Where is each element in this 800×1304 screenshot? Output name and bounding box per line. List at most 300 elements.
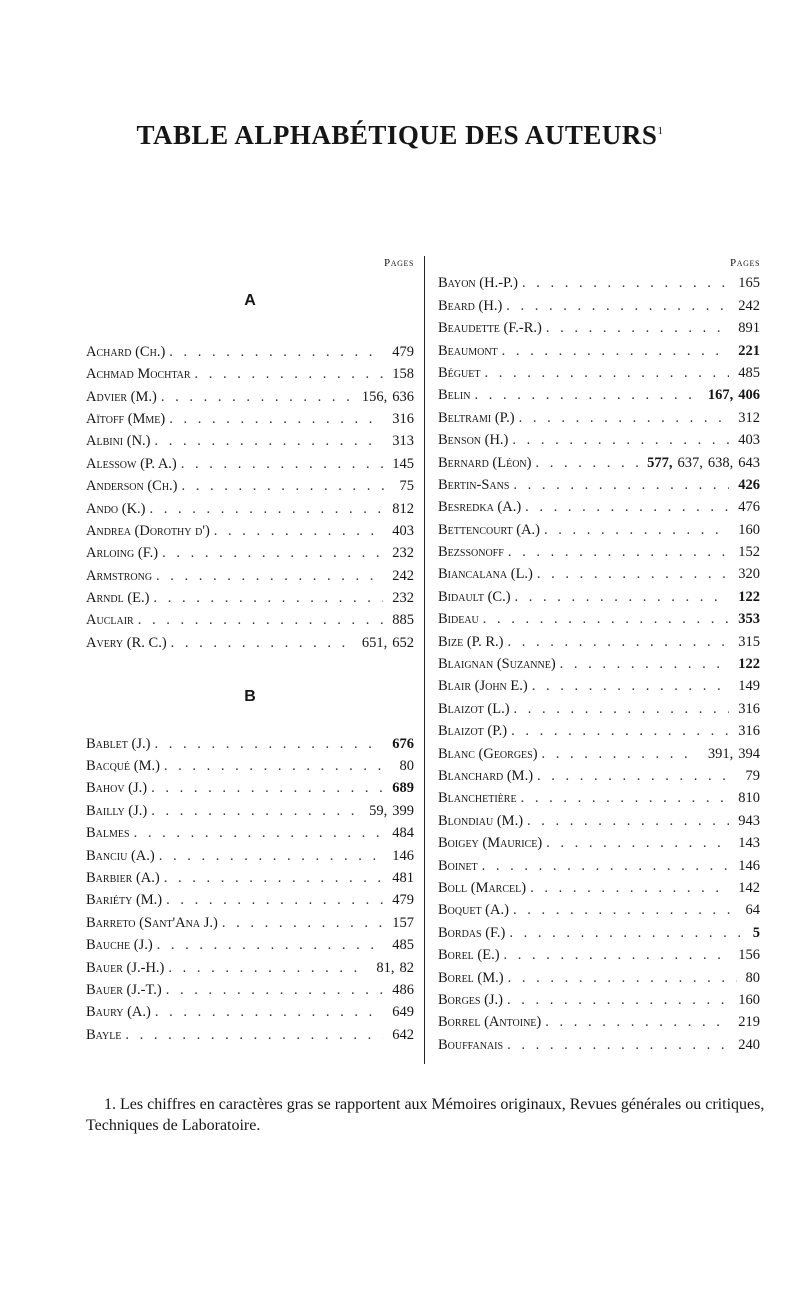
index-entry — [438, 787, 760, 809]
author-name: Bahov (J.) — [86, 780, 148, 797]
author-name: Blaizot (P.) — [438, 723, 508, 740]
index-entry — [86, 822, 414, 844]
author-name: Advier (M.) — [86, 388, 157, 405]
index-entry — [86, 845, 414, 867]
dot-leader — [162, 542, 383, 564]
page-number: 145 — [392, 455, 414, 472]
page-numbers — [387, 733, 414, 755]
index-entry — [86, 1001, 414, 1023]
page-numbers — [733, 362, 760, 384]
author-name: Bacqué (M.) — [86, 758, 160, 775]
index-entry — [86, 386, 414, 408]
index-entry — [86, 957, 414, 979]
page-numbers — [733, 586, 760, 608]
dot-leader — [195, 363, 384, 385]
dot-leader — [535, 452, 638, 474]
dot-leader — [482, 855, 730, 877]
author-name: Bariéty (M.) — [86, 892, 163, 909]
dot-leader — [507, 989, 729, 1011]
page-number: 649 — [392, 1004, 414, 1021]
page-numbers — [733, 541, 760, 563]
index-entry — [86, 934, 414, 956]
index-entry — [86, 912, 414, 934]
dot-leader — [153, 587, 383, 609]
dot-leader — [150, 498, 384, 520]
page-number: 142 — [738, 879, 760, 896]
page-number: 637, — [677, 454, 703, 471]
dot-leader — [155, 1001, 383, 1023]
page-numbers — [733, 272, 760, 294]
dot-leader — [521, 787, 730, 809]
index-entry — [438, 989, 760, 1011]
index-entry — [438, 922, 760, 944]
index-entry — [86, 408, 414, 430]
index-entry — [438, 608, 760, 630]
right-column — [438, 250, 760, 1056]
index-entry — [438, 1011, 760, 1033]
dot-leader — [156, 565, 383, 587]
page-numbers — [387, 1001, 414, 1023]
author-name: Bailly (J.) — [86, 802, 148, 819]
dot-leader — [544, 519, 729, 541]
author-name: Ando (K.) — [86, 500, 146, 517]
author-name: Bouffanais — [438, 1036, 504, 1053]
index-entry — [86, 587, 414, 609]
page-numbers — [733, 407, 760, 429]
page-numbers — [733, 340, 760, 362]
author-name: Arndl (E.) — [86, 590, 150, 607]
index-entry — [438, 832, 760, 854]
dot-leader — [169, 408, 383, 430]
pages-header: Pages — [729, 257, 760, 269]
footnote: 1. Les chiffres en caractères gras se rapportent aux Mémoires originaux, Revues générales ou critiques, Techniques de Laboratoire. — [86, 1096, 765, 1134]
author-name: Bernard (Léon) — [438, 454, 532, 471]
page-numbers — [387, 979, 414, 1001]
dot-leader — [546, 832, 729, 854]
index-entry — [438, 340, 760, 362]
author-name: Beaudette (F.-R.) — [438, 320, 542, 337]
page-numbers — [733, 474, 760, 496]
page-number: 240 — [738, 1036, 760, 1053]
index-entry — [438, 631, 760, 653]
author-name: Anderson (Ch.) — [86, 478, 178, 495]
author-name: Blaignan (Suzanne) — [438, 656, 556, 673]
page-number: 406 — [738, 387, 760, 404]
page-numbers — [733, 1011, 760, 1033]
page-numbers — [371, 957, 414, 979]
page-number: 320 — [738, 566, 760, 583]
author-name: Blair (John E.) — [438, 678, 528, 695]
index-entry — [86, 800, 414, 822]
dot-leader — [161, 386, 353, 408]
page-numbers — [733, 317, 760, 339]
dot-leader — [514, 698, 730, 720]
footnote-marker: 1 — [657, 125, 664, 137]
page-numbers — [741, 967, 761, 989]
author-name: Avery (R. C.) — [86, 634, 167, 651]
page-number: 689 — [392, 780, 414, 797]
index-entry — [86, 453, 414, 475]
dot-leader — [508, 631, 730, 653]
author-name: Bertin-Sans — [438, 476, 510, 493]
page-numbers — [395, 475, 415, 497]
author-name: Béguet — [438, 364, 481, 381]
author-name: Aïtoff (Mme) — [86, 410, 166, 427]
index-entry — [86, 565, 414, 587]
page-number: 232 — [392, 545, 414, 562]
dot-leader — [546, 317, 729, 339]
index-entry — [438, 474, 760, 496]
page-numbers — [387, 1024, 414, 1046]
index-entry — [438, 675, 760, 697]
page-numbers — [733, 810, 760, 832]
page-numbers — [733, 877, 760, 899]
dot-leader — [166, 889, 383, 911]
page-number: 643 — [738, 454, 760, 471]
author-name: Biancalana (L.) — [438, 566, 533, 583]
author-name: Banciu (A.) — [86, 847, 155, 864]
page-numbers — [733, 519, 760, 541]
dot-leader — [542, 743, 699, 765]
author-name: Blanchard (M.) — [438, 767, 534, 784]
page-number: 403 — [738, 432, 760, 449]
page-numbers — [733, 989, 760, 1011]
author-name: Bezssonoff — [438, 544, 504, 561]
index-entry — [438, 541, 760, 563]
page-numbers — [364, 800, 414, 822]
page-number: 122 — [738, 656, 760, 673]
page-number: 312 — [738, 409, 760, 426]
dot-leader — [513, 899, 737, 921]
author-name: Blondiau (M.) — [438, 812, 524, 829]
index-entry — [86, 430, 414, 452]
page-number: 152 — [738, 544, 760, 561]
page-numbers — [748, 922, 760, 944]
index-entry — [438, 407, 760, 429]
index-entry — [86, 498, 414, 520]
page-numbers — [387, 822, 414, 844]
dot-leader — [181, 453, 383, 475]
page-number: 391, — [707, 745, 734, 762]
author-name: Bayon (H.-P.) — [438, 275, 518, 292]
index-entry — [438, 362, 760, 384]
index-entry — [86, 542, 414, 564]
index-entry — [438, 877, 760, 899]
dot-leader — [222, 912, 383, 934]
author-name: Arloing (F.) — [86, 545, 159, 562]
author-name: Andrea (Dorothy d') — [86, 522, 210, 539]
index-entry — [86, 979, 414, 1001]
page-numbers — [733, 295, 760, 317]
page-number: 81, — [376, 959, 395, 976]
page-numbers — [387, 408, 414, 430]
author-name: Auclair — [86, 612, 134, 629]
author-name: Barreto (Sant'Ana J.) — [86, 914, 218, 931]
dot-leader — [502, 340, 730, 362]
page-number: 651, — [361, 634, 388, 651]
page-numbers — [733, 944, 760, 966]
dot-leader — [138, 609, 384, 631]
page-number: 485 — [392, 937, 414, 954]
page-numbers — [387, 565, 414, 587]
author-name: Armstrong — [86, 567, 153, 584]
page-number: 638, — [707, 454, 734, 471]
page-numbers — [733, 720, 760, 742]
column-divider — [424, 256, 425, 1064]
dot-leader — [157, 934, 384, 956]
index-entry — [438, 720, 760, 742]
dot-leader — [164, 755, 391, 777]
page-number: 5 — [752, 924, 760, 941]
author-name: Bauer (J.-H.) — [86, 959, 165, 976]
dot-leader — [527, 810, 729, 832]
author-name: Bauche (J.) — [86, 937, 153, 954]
dot-leader — [134, 822, 384, 844]
index-entry — [438, 586, 760, 608]
page-numbers — [387, 520, 414, 542]
page-numbers — [733, 429, 760, 451]
index-entry — [86, 609, 414, 631]
page-numbers — [642, 452, 760, 474]
index-entry — [438, 452, 760, 474]
author-name: Beltrami (P.) — [438, 409, 515, 426]
page-numbers — [387, 587, 414, 609]
page-numbers — [741, 899, 761, 921]
index-entry — [86, 1024, 414, 1046]
dot-leader — [504, 944, 730, 966]
page-numbers — [357, 632, 414, 654]
page-number: 481 — [392, 870, 414, 887]
page-numbers — [387, 889, 414, 911]
dot-leader — [474, 384, 698, 406]
dot-leader — [166, 979, 384, 1001]
page-number: 79 — [745, 767, 760, 784]
section-spacer — [86, 313, 414, 341]
page-number: 476 — [738, 499, 760, 516]
pages-header: Pages — [383, 257, 414, 269]
dot-leader — [125, 1024, 383, 1046]
page-numbers — [733, 496, 760, 518]
index-entry — [438, 743, 760, 765]
dot-leader — [155, 430, 384, 452]
index-entry — [86, 363, 414, 385]
index-entry — [86, 889, 414, 911]
author-name: Albini (N.) — [86, 433, 151, 450]
page-number: 160 — [738, 991, 760, 1008]
page-number: 313 — [392, 433, 414, 450]
author-name: Boll (Marcel) — [438, 879, 527, 896]
page-number: 160 — [738, 521, 760, 538]
page-numbers — [387, 430, 414, 452]
page-numbers — [733, 653, 760, 675]
page-numbers — [733, 608, 760, 630]
dot-leader — [168, 957, 367, 979]
page-number: 486 — [392, 981, 414, 998]
dot-leader — [508, 967, 737, 989]
page-number: 479 — [392, 343, 414, 360]
author-name: Bize (P. R.) — [438, 633, 504, 650]
page-title — [0, 120, 800, 151]
index-entry — [438, 698, 760, 720]
dot-leader — [506, 295, 729, 317]
index-entry — [438, 810, 760, 832]
page-number: 146 — [738, 857, 760, 874]
page-number: 577, — [647, 454, 673, 471]
author-name: Barbier (A.) — [86, 870, 160, 887]
author-name: Alessow (P. A.) — [86, 455, 177, 472]
section-letter: B — [244, 688, 256, 706]
page-number: 165 — [738, 275, 760, 292]
page-number: 232 — [392, 590, 414, 607]
author-name: Achmad Mochtar — [86, 366, 191, 383]
dot-leader — [214, 520, 383, 542]
index-entry — [438, 384, 760, 406]
author-name: Boigey (Maurice) — [438, 835, 543, 852]
page-numbers — [703, 743, 760, 765]
page-number: 943 — [738, 812, 760, 829]
page-number: 146 — [392, 847, 414, 864]
page-numbers — [357, 386, 414, 408]
dot-leader — [519, 407, 730, 429]
page-number: 149 — [738, 678, 760, 695]
page-number: 642 — [392, 1026, 414, 1043]
page-number: 810 — [738, 790, 760, 807]
dot-leader — [169, 341, 383, 363]
page-numbers — [387, 845, 414, 867]
index-entry — [86, 755, 414, 777]
page-number: 75 — [399, 478, 414, 495]
author-name: Benson (H.) — [438, 432, 509, 449]
index-entry — [86, 520, 414, 542]
index-entry — [438, 967, 760, 989]
page-number: 891 — [738, 320, 760, 337]
index-entry — [438, 317, 760, 339]
dot-leader — [154, 733, 383, 755]
section-letter: A — [244, 292, 256, 310]
dot-leader — [532, 675, 730, 697]
page-number: 479 — [392, 892, 414, 909]
dot-leader — [512, 429, 729, 451]
author-name: Bettencourt (A.) — [438, 521, 540, 538]
author-name: Blanchetière — [438, 790, 517, 807]
page-numbers — [733, 855, 760, 877]
page-numbers — [387, 453, 414, 475]
dot-leader — [515, 586, 730, 608]
title-text: TABLE ALPHABÉTIQUE DES AUTEURS — [136, 120, 658, 150]
page-number: 812 — [392, 500, 414, 517]
index-entry — [438, 295, 760, 317]
author-name: Borges (J.) — [438, 991, 504, 1008]
page-numbers — [387, 867, 414, 889]
page-number: 242 — [738, 297, 760, 314]
page-numbers — [395, 755, 415, 777]
page-number: 167, — [707, 387, 734, 404]
dot-leader — [513, 474, 729, 496]
author-name: Borel (M.) — [438, 969, 504, 986]
index-entry — [438, 1034, 760, 1056]
page-number: 156 — [738, 947, 760, 964]
dot-leader — [511, 720, 729, 742]
index-entry — [438, 765, 760, 787]
page-numbers — [387, 363, 414, 385]
index-entry — [438, 429, 760, 451]
dot-leader — [525, 496, 729, 518]
page-numbers — [733, 1034, 760, 1056]
page-number: 143 — [738, 835, 760, 852]
page-number: 636 — [392, 388, 414, 405]
dot-leader — [509, 922, 743, 944]
page-number: 315 — [738, 633, 760, 650]
dot-leader — [182, 475, 391, 497]
page-number: 316 — [392, 410, 414, 427]
page-numbers — [733, 698, 760, 720]
page-number: 219 — [738, 1014, 760, 1031]
author-name: Bordas (F.) — [438, 924, 506, 941]
page-number: 652 — [392, 634, 414, 651]
author-name: Achard (Ch.) — [86, 343, 166, 360]
index-entry — [86, 475, 414, 497]
page-number: 80 — [745, 969, 760, 986]
author-name: Bayle — [86, 1026, 122, 1043]
dot-leader — [484, 362, 729, 384]
author-name: Blanc (Georges) — [438, 745, 538, 762]
index-entry — [438, 272, 760, 294]
page-number: 221 — [738, 342, 760, 359]
page-numbers — [741, 765, 761, 787]
dot-leader — [537, 563, 729, 585]
page-numbers — [387, 341, 414, 363]
dot-leader — [164, 867, 384, 889]
page-numbers — [733, 631, 760, 653]
page-numbers — [733, 563, 760, 585]
page-number: 676 — [392, 735, 414, 752]
page-number: 316 — [738, 723, 760, 740]
page-number: 64 — [745, 902, 760, 919]
page-numbers — [387, 609, 414, 631]
author-name: Blaizot (L.) — [438, 700, 510, 717]
page-number: 82 — [399, 959, 414, 976]
dot-leader — [171, 632, 353, 654]
page-number: 885 — [392, 612, 414, 629]
author-name: Bauer (J.-T.) — [86, 981, 162, 998]
index-entry — [86, 341, 414, 363]
page-numbers — [733, 832, 760, 854]
index-entry — [86, 733, 414, 755]
author-name: Borrel (Antoine) — [438, 1014, 542, 1031]
page-number: 157 — [392, 914, 414, 931]
author-name: Besredka (A.) — [438, 499, 522, 516]
author-name: Balmes — [86, 825, 130, 842]
page-number: 242 — [392, 567, 414, 584]
left-column — [86, 250, 414, 1046]
page-numbers — [733, 675, 760, 697]
page-number: 316 — [738, 700, 760, 717]
dot-leader — [508, 541, 729, 563]
dot-leader — [151, 777, 383, 799]
author-name: Boinet — [438, 857, 478, 874]
author-name: Bidault (C.) — [438, 588, 511, 605]
author-name: Borel (E.) — [438, 947, 500, 964]
index-entry — [86, 867, 414, 889]
page-number: 394 — [738, 745, 760, 762]
page-number: 484 — [392, 825, 414, 842]
page-number: 158 — [392, 366, 414, 383]
page-number: 485 — [738, 364, 760, 381]
page-number: 399 — [392, 802, 414, 819]
page-numbers — [387, 542, 414, 564]
author-name: Boquet (A.) — [438, 902, 509, 919]
page-numbers — [703, 384, 760, 406]
